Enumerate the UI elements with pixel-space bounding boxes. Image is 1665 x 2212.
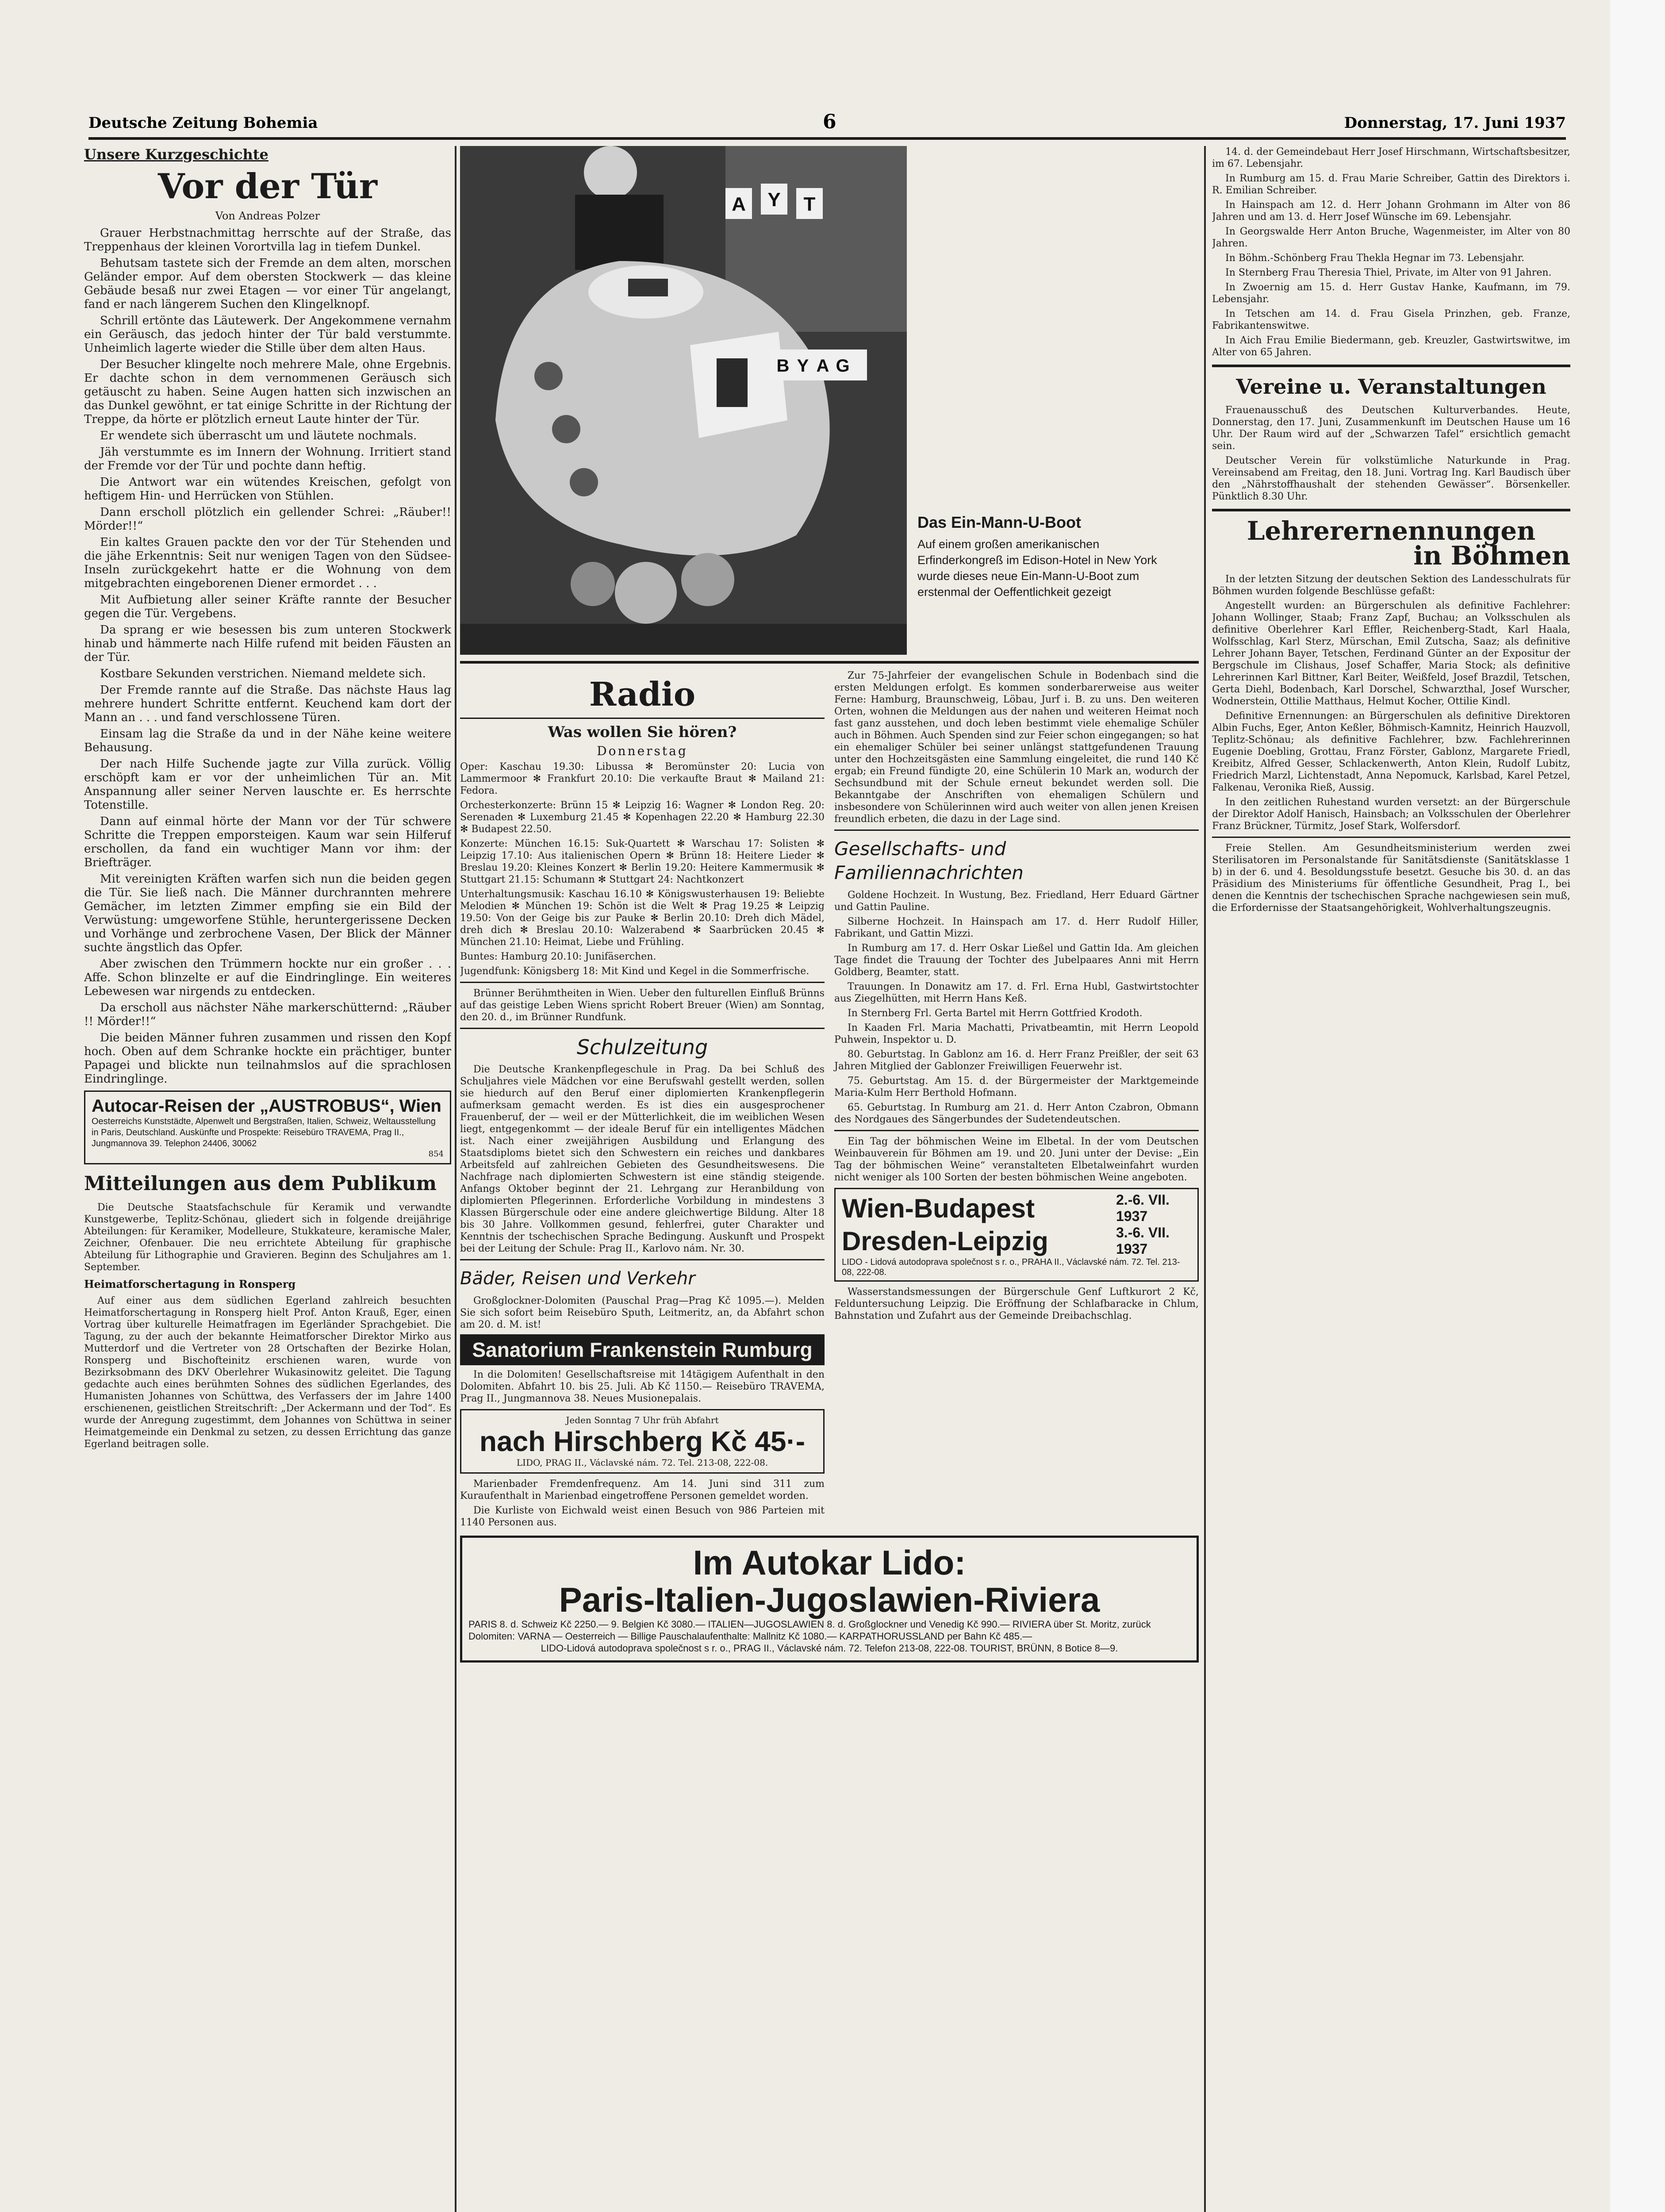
story-paragraph: Ein kaltes Grauen packte den vor der Tür Stehenden und die jähe Erkenntnis: Seit nur wenigen Tagen von den Südsee-Inseln zurückgekehrt hatte er die Wohnung von dem mitgebrachten eingeborenen Diener ermordet . . . [84,536,451,590]
school-text: Die Deutsche Krankenpflegeschule in Prag. Da bei Schluß des Schuljahres viele Mädchen vor eine Berufswahl gestellt werden, sollen sie hiedurch auf den Beruf einer diplomierten Krankenpflegerin aufmerksam gemacht werden. Es ist dies ein ausgesprochener Frauenberuf, der — weil er der Mütterlichkeit, die im weiblichen Wesen liegt, entgegenkommt — der ideale Beruf für ein intelligentes Mädchen ist. Nach einer zweijährigen Ausbildung und Erlangung des Staatsdiploms bietet sich den Schwestern ein reiches und dankbares Arbeitsfeld auf zahlreichen Gebieten des Gesundheitswesens. Die Nachfrage nach diplomierten Schwestern ist eine ständig steigende. Anfangs Oktober beginnt der 21. Lehrgang zur Heranbildung von diplomierten Pflegerinnen. Erforderliche Vorbildung in mindestens 3 Klassen Bürgerschule oder eine andere gleichwertige Bildung. Alter 18 bis 30 Jahre. Vollkommen gesund, fehlerfrei, guter Charakter und Kenntnis der tschechischen Sprache Bedingung. Auskunft und Prospekt bei der Leitung der Schule: Prag II., Karlovo nám. Nr. 30. [460,1064,825,1254]
radio-heading: Radio [589,676,696,714]
public-item: Die Deutsche Staatsfachschule für Keramik und verwandte Kunstgewerbe, Teplitz-Schönau, gliedert sich in folgende dreijährige Abteilungen: für Keramiker, Modelleure, Stukkateure, keramische Maler, Zeichner, Ofenbauer. Die neu errichtete Abteilung für graphische Abteilung für Lithographie und Gravieren. Beginn des Schuljahres am 1. September. [84,1202,451,1273]
ad-austrobus [84,1091,451,1164]
weather-note: Wasserstandsmessungen der Bürgerschule Genf Luftkurort 2 Kč, Felduntersuchung Leipzig. Die Eröffnung der Schlafbaracke in Chlum, Bahnstation und Zufahrt aus der Gemeinde Dreibachschlag. [834,1286,1199,1321]
story-paragraph: Mit vereinigten Kräften warfen sich nun die beiden gegen die Tür. Sie ließ nach. Die Männer durchrannten mehrere Gemächer, im letzten Zimmer empfing sie ein Bild der Verwüstung: umgeworfene Stühle, heruntergerissene Decken und Vorhänge und zerbrochene Vasen, Der Blick der Männer suchte ängstlich das Opfer. [84,872,451,954]
divider [834,1130,1199,1131]
divider [460,661,1199,664]
family-item: In Kaaden Frl. Maria Machatti, Privatbeamtin, mit Herrn Leopold Puhwein, Inspektor u. D. [834,1022,1199,1045]
radio-entry: Konzerte: München 16.15: Suk-Quartett ✻ Warschau 17: Solisten ✻ Leipzig 17.10: Aus italienischen Opern ✻ Brünn 18: Heitere Lieder ✻ Breslau 19.20: Kleines Konzert ✻ Berlin 19.20: Heitere Kammermusik ✻ Stuttgart 21.15: Schumann ✻ Stuttgart 24: Nachtkonzert [460,838,825,885]
travel-item: Marienbader Fremdenfrequenz. Am 14. Juni sind 311 zum Kuraufenthalt in Marienbad eingetroffene Personen gemeldet worden. [460,1479,825,1502]
death-notice: 14. d. der Gemeindebaut Herr Josef Hirschmann, Wirtschaftsbesitzer, im 67. Lebensjahr. [1212,146,1570,169]
ad-text: Oesterreichs Kunststädte, Alpenwelt und Bergstraßen, Italien, Schweiz, Weltausstellung in Paris, Deutschland. Auskünfte und Prospekte: Reisebüro TRAVEMA, Prag II., Jungmannova 39. Telephon 24406, 30062 [92,1117,436,1148]
caption-text: Auf einem großen amerikanischen Erfinderkongreß im Edison-Hotel in New York wurde dieses neue Ein-Mann-U-Boot zum erstenmal der Oeffentlichkeit gezeigt [917,538,1157,599]
death-notice: In Hainspach am 12. d. Herr Johann Grohmann im Alter von 86 Jahren und am 13. d. Herr Josef Wünsche im 69. Lebensjahr. [1212,200,1570,223]
ad-line2: Dresden-Leipzig [842,1226,1048,1256]
story-paragraph: Kostbare Sekunden verstrichen. Niemand meldete sich. [100,667,426,680]
ad-line1: Wien-Budapest [842,1193,1035,1223]
column-rule [1204,146,1206,2212]
sign-letter: A [816,356,829,376]
sign-letter: G [836,356,850,376]
ad-hirschberg-top: Jeden Sonntag 7 Uhr früh Abfahrt [566,1415,719,1425]
family-item: 75. Geburtstag. Am 15. d. der Bürgermeister der Marktgemeinde Maria-Kulm Herr Berthold Hofmann. [834,1075,1199,1098]
divider [1212,837,1570,838]
ad-lido-footer: LIDO-Lidová autodoprava společnost s r. o., PRAG II., Václavské nám. 72. Telefon 213-08, 222-08. TOURIST, BRÜNN, 8 Botice 8—9. [541,1643,1118,1654]
family-item: Goldene Hochzeit. In Wustung, Bez. Friedland, Herr Eduard Gärtner und Gattin Pauline. [834,890,1199,913]
family-item: 80. Geburtstag. In Gablonz am 16. d. Herr Franz Preißler, der seit 63 Jahren Mitglied der Gablonzer Freiwilligen Feuerwehr ist. [834,1049,1199,1072]
ad-dates1: 2.-6. VII. 1937 [1116,1192,1170,1224]
travel-heading: Bäder, Reisen und Verkehr [460,1268,695,1289]
ad-hirschberg [460,1409,825,1474]
death-notices [1212,146,1570,358]
divider [460,1259,825,1260]
radio-entry: Jugendfunk: Königsberg 18: Mit Kind und Kegel in die Sommerfrische. [460,966,809,977]
radio-note: Brünner Berühmtheiten in Wien. Ueber den fulturellen Einfluß Brünns auf das geistige Leben Wiens spricht Robert Breuer (Wien) am Sonntag, den 20. d., im Brünner Rundfunk. [460,988,825,1023]
death-notice: In Rumburg am 15. d. Frau Marie Schreiber, Gattin des Direktors i. R. Emilian Schreiber. [1212,173,1570,196]
ad-title: Autocar-Reisen der „AUSTROBUS“, Wien [92,1096,441,1116]
story-paragraph: Behutsam tastete sich der Fremde an dem alten, morschen Geländer empor. Auf dem obersten Stockwerk — das kleine Gebäude besaß nur zwei Etagen — vor einer Tür angelangt, fand er nach längerem Suchen den Klingelknopf. [84,257,451,311]
sign-letter: Y [767,189,781,211]
school-heading: Schulzeitung [576,1035,708,1059]
divider [1212,365,1570,367]
public-heading: Mitteilungen aus dem Publikum [84,1172,437,1195]
teachers-paragraph: Definitive Ernennungen: an Bürgerschulen als definitive Direktoren Albin Fuchs, Eger, Anton Keßler, Böhmisch-Kamnitz, Heinrich Hauzvoll, Teplitz-Schönau; als definitive Fachlehrer, bzw. Fachlehrerinnen Eugenie Doebling, Grottau, Franz Förster, Gablonz, Margarete Friedl, Kreibitz, Alfred Gesser, Schlackenwerth, Anton Klein, Rudolf Lubitz, Friedrich Marzl, Lichtenstadt, Anna Nepomuck, Karlsbad, Karel Petzel, Falkenau, Veronika Rieß, Aussig. [1212,710,1570,793]
newspaper-name: Deutsche Zeitung Bohemia [88,114,318,132]
radio-entry: Oper: Kaschau 19.30: Libussa ✻ Beromünster 20: Lucia von Lammermoor ✻ Frankfurt 20.10: Die verkaufte Braut ✻ Mailand 21: Fedora. [460,761,825,796]
vereine-heading: Vereine u. Veranstaltungen [1236,375,1546,399]
page-header [88,111,1566,140]
story-paragraph: Der nach Hilfe Suchende jagte zur Villa zurück. Völlig erschöpft kam er vor der unheimlichen Tür an. Mit Anspannung aller seiner Nerven lauschte er. Es herrschte Totenstille. [84,757,451,812]
story-paragraph: Dann auf einmal hörte der Mann vor der Tür schwere Schritte die Treppen emporsteigen. Kaum war sein Hilferuf erschollen, da fand ein wuchtiger Mann vor ihm: der Briefträger. [84,815,451,869]
story-paragraph: Der Besucher klingelte noch mehrere Male, ohne Ergebnis. Er dachte schon in dem vernommenen Geräusch sich getäuscht zu haben. Seine Augen hatten sich inzwischen an das Dunkel gewöhnt, er tat einige Schritte in der Richtung der Treppe, da hörte er plötzlich erneut Laute hinter der Tür. [84,358,451,426]
final-note: Freie Stellen. Am Gesundheitsministerium werden zwei Sterilisatoren im Personalstande für Sanitätsdienste (Sanitätsklasse 1 b) in der 6. und 4. Besoldungsstufe besetzt. Gesuche bis 30. d. an das Präsidium des Ministeriums für öffentliche Gesundheit, Prag I., bei denen die Kenntnis der tschechischen Sprache nachgewiesen sein muß, die Erfordernisse der Staatsangehörigkeit, Wohlverhaltungszeugnis. [1212,843,1570,914]
story-paragraph: Die Antwort war ein wütendes Kreischen, gefolgt von heftigem Hin- und Herrücken von Stühlen. [84,476,451,503]
ad-lido [460,1536,1199,1663]
caption-title: Das Ein-Mann-U-Boot [917,513,1081,531]
story-paragraph: Der Fremde rannte auf die Straße. Das nächste Haus lag mehrere hundert Schritte entfernt. Keuchend kam dort der Mann an . . . und fand verschlossene Türen. [84,684,451,724]
radio-school-column [460,670,825,1531]
ad-lido-title1: Im Autokar Lido: [693,1543,966,1582]
ad-hirschberg-sub: LIDO, PRAG II., Václavské nám. 72. Tel. 213-08, 222-08. [516,1457,768,1468]
sign-letter: T [803,193,816,215]
scan-margin [1610,0,1665,2212]
sign-letter: A [732,193,746,215]
teachers-paragraph: Angestellt wurden: an Bürgerschulen als definitive Fachlehrer: Johann Wollinger, Staab; Franz Zapf, Buchau; an Volksschulen als definitive Oberlehrer Karl Effler, Reichenberg-Stadt, Karl Haala, Wolfsschlag, Karl Sterz, Mürschan, Emil Zutscha, Saaz; als definitive Lehrer Johann Bayer, Tetschen, Ferdinand Günter an der Expositur der Bergschule im Clishaus, Josef Schaffer, Maria Stock; als definitive Lehrerinnen Karl Bittner, Karl Beiter, Weißfeld, Josef Brazdil, Tetschen, Gerta Diehl, Bodenbach, Karl Dorschel, Schwarzthal, Josef Wurscher, Wodnerstein, Ottilie Matthaus, Helmut Kocher, Ottilie Kindl. [1212,600,1570,707]
death-notice: In Zwoernig am 15. d. Herr Gustav Hanke, Kaufmann, im 79. Lebensjahr. [1212,282,1570,305]
story-paragraph: Da sprang er wie besessen bis zum unteren Stockwerk hinab und hämmerte nach Hilfe rufend mit beiden Fäusten an der Tür. [84,623,451,664]
family-item: 65. Geburtstag. In Rumburg am 21. d. Herr Anton Czabron, Obmann des Nordgaues des Sängerbundes der Sudetendeutschen. [834,1102,1199,1125]
story-body [84,227,451,1086]
vereine-item: Deutscher Verein für volkstümliche Naturkunde in Prag. Vereinsabend am Freitag, den 18. Juni. Vortrag Ing. Karl Baudisch über den „Nährstoffhaushalt der stehenden Gewässer“. Börsenkeller. Pünktlich 8.30 Uhr. [1212,455,1570,502]
ad-lido-title2: Paris-Italien-Jugoslawien-Riviera [559,1580,1100,1619]
issue-date: Donnerstag, 17. Juni 1937 [1344,114,1566,132]
death-notice: In Böhm.-Schönberg Frau Thekla Hegnar im 73. Lebensjahr. [1225,253,1525,264]
ad-hirschberg-title: nach Hirschberg Kč 45·- [479,1425,806,1457]
public-subheading: Heimatforschertagung in Ronsperg [84,1278,296,1290]
story-paragraph: Dann erscholl plötzlich ein gellender Schrei: „Räuber!! Mörder!!“ [84,506,451,533]
radio-entry: Unterhaltungsmusik: Kaschau 16.10 ✻ Königswusterhausen 19: Beliebte Melodien ✻ München 19: Schön ist die Welt ✻ Prag 19.25 ✻ Leipzig 19.50: Von der Geige bis zur Pauke ✻ Berlin 20.10: Dreh dich Mädel, dreh dich ✻ Breslau 20.10: Walzerabend ✻ Saarbrücken 20.45 ✻ München 21.10: Heimat, Liebe und Frühling. [460,889,825,948]
death-notice: In Tetschen am 14. d. Frau Gisela Prinzhen, geb. Franze, Fabrikantenswitwe. [1212,308,1570,331]
vereine-item: Frauenausschuß des Deutschen Kulturverbandes. Heute, Donnerstag, den 17. Juni, Zusammenkunft im Deutschen Hause um 16 Uhr. Der Raum wird auf der „Schwarzen Tafel“ ersichtlich gemacht sein. [1212,405,1570,452]
family-item: In Sternberg Frl. Gerta Bartel mit Herrn Gottfried Krodoth. [848,1008,1143,1019]
photo-submarine [460,146,907,655]
story-byline: Von Andreas Polzer [215,210,320,222]
death-notice: In Aich Frau Emilie Biedermann, geb. Kreuzler, Gastwirtswitwe, im Alter von 65 Jahren. [1212,335,1570,358]
radio-entry: Buntes: Hamburg 20.10: Junifäserchen. [460,951,656,962]
teachers-paragraph: In der letzten Sitzung der deutschen Sektion des Landesschulrats für Böhmen wurden folgende Beschlüsse gefaßt: [1212,574,1570,597]
teachers-heading: Lehrerernennungen [1247,516,1536,546]
photo-caption [917,146,1183,655]
divider [1212,509,1570,511]
family-item: In Rumburg am 17. d. Herr Oskar Ließel und Gattin Ida. Am gleichen Tage findet die Trauung der Tochter des Jubelpaares Anni mit Herrn Goldberg, Beamter, statt. [834,943,1199,978]
story-paragraph: Da erscholl aus nächster Nähe markerschütternd: „Räuber !! Mörder!!“ [84,1001,451,1028]
story-paragraph: Er wendete sich überrascht um und läutete nochmals. [100,429,417,442]
ad-wien-budapest [834,1188,1199,1282]
divider [460,718,825,719]
death-notice: In Georgswalde Herr Anton Bruche, Wagenmeister, im Alter von 80 Jahren. [1212,226,1570,249]
teachers-paragraph: In den zeitlichen Ruhestand wurden versetzt: an der Bürgerschule der Direktor Adolf Hanisch, Hainsbach; an Volksschulen der Oberlehrer Franz Brückner, Türmitz, Josef Stark, Wolfersdorf. [1212,797,1570,832]
public-item: Auf einer aus dem südlichen Egerland zahlreich besuchten Heimatforschertagung in Ronsperg hielt Prof. Anton Krauß, Eger, einen Vortrag über kulturelle Heimatfragen im Egerländer Sprachgebiet. Die Tagung, zu der auch der bekannte Heimatforscher Direktor Mirko aus Mutterdorf und die Vertreter von 28 Ortschaften der Bezirke Holan, Ronsperg und Bischofteinitz erschienen waren, wurde von Bezirksobmann des DKV Oberlehrer Wukasinowitz geleitet. Die Tagung gedachte auch eines berühmten Sohnes des südlichen Egerlandes, des Humanisten Johannes von Schüttwa, des Verfassers der im Jahre 1400 erschienenen, geistlichen Streitschrift: „Der Ackermann und der Tod“. Es wurde der Anregung zugestimmt, dem Johannes von Schüttwa in seiner Heimatgemeinde ein Denkmal zu setzen, zu dessen Errichtung das ganze Egerland beitragen solle. [84,1295,451,1450]
column-left [84,146,451,2212]
family-column [834,670,1199,1531]
radio-day: Donnerstag [597,744,688,758]
column-rule [455,146,457,2212]
story-kicker: Unsere Kurzgeschichte [84,146,269,163]
sign-letter: Y [797,356,809,376]
travel-item: Großglockner-Dolomiten (Pauschal Prag—Prag Kč 1095.—). Melden Sie sich sofort beim Reisebüro Sputh, Leitmeritz, an, da Abfahrt schon am 20. d. M. ist! [460,1295,825,1330]
ad-sanatorium: Sanatorium Frankenstein Rumburg [460,1334,825,1365]
travel-item: In die Dolomiten! Gesellschaftsreise mit 14tägigem Aufenthalt in den Dolomiten. Abfahrt 10. bis 25. Juli. Ab Kč 1150.— Reisebüro TRAVEMA, Prag II., Jungmannova 38. Neues Musionepalais. [460,1369,825,1404]
divider [834,830,1199,831]
family-item: Trauungen. In Donawitz am 17. d. Frl. Erna Hubl, Gastwirtstochter aus Ziegelhütten, mit Herrn Hans Keß. [834,981,1199,1004]
school-text-2: Zur 75-Jahrfeier der evangelischen Schule in Bodenbach sind die ersten Meldungen erfolgt. Es kommen sonderbarerweise aus weiter Ferne: Hamburg, Braunschweig, Löbau, Jurf i. B. zu uns. Den weiteren Orten, wohnen die Meldungen aus der nahen und weiteren Heimat noch fast ganz ausstehen, und doch leben bestimmt viele ehemalige Schüler auch in Böhmen. Auch Spenden sind zur Feier schon eingegangen; so hat ein ehemaliger Schüler bei seiner unlängst stattgefundenen Trauung unter den Hochzeitsgästen eine Sammlung eingeleitet, die rund 140 Kč ergab; ein Freund fündigte 20, eine Schülerin 10 Mark an, wodurch der Sechsundbund mit der Schule erneut bekundet werden soll. Die Bekanntgabe der Anschriften von ehemaligen Schülern und insbesondere von Schülerinnen wird auch weiter von allen jenen Kreisen freundlich erbeten, die dazu in der Lage sind. [834,670,1199,825]
teachers-heading-2: in Böhmen [1413,541,1570,571]
story-paragraph: Grauer Herbstnachmittag herrschte auf der Straße, das Treppenhaus der kleinen Vorortvilla lag in tiefem Dunkel. [84,227,451,253]
story-paragraph: Schrill ertönte das Läutewerk. Der Angekommene vernahm ein Geräusch, das jedoch hinter der Tür bald verstummte. Unheimlich lagerte wieder die Stille über dem alten Haus. [84,314,451,355]
story-paragraph: Aber zwischen den Trümmern hockte nur ein großer . . . Affe. Schon blinzelte er auf die Eindringlinge. Ein weiteres Lebewesen war nirgends zu entdecken. [84,957,451,998]
family-item: Silberne Hochzeit. In Hainspach am 17. d. Herr Rudolf Hiller, Fabrikant, und Gattin Mizzi. [834,916,1199,939]
story-paragraph: Mit Aufbietung aller seiner Kräfte rannte der Besucher gegen die Tür. Vergebens. [84,593,451,620]
page-number: 6 [823,111,836,133]
ad-number: 854 [428,1149,444,1159]
column-right [1212,146,1570,2212]
story-paragraph: Die beiden Männer fuhren zusammen und rissen den Kopf hoch. Oben auf dem Schranke hockte ein prächtiger, bunter Papagei und blickte nun teilnahmslos auf die sprachlosen Eindringlinge. [84,1031,451,1086]
divider [460,982,825,983]
story-title: Vor der Tür [158,166,377,207]
story-paragraph: Jäh verstummte es im Innern der Wohnung. Irritiert stand der Fremde vor der Tür und pochte dann heftig. [84,445,451,472]
teachers-body [1212,573,1570,832]
wine-note: Ein Tag der böhmischen Weine im Elbetal. In der vom Deutschen Weinbauverein für Böhmen am 19. und 20. Juni unter der Devise: „Ein Tag der böhmischen Weine“ veranstalteten Elbetalweinfahrt wurden nicht weniger als 100 Sorten der besten böhmischen Weine angeboten. [834,1136,1199,1183]
divider [460,1028,825,1029]
ad-sub: LIDO - Lidová autodoprava společnost s r. o., PRAHA II., Václavské nám. 72. Tel. 213-08, 222-08. [842,1257,1180,1277]
ad-lido-text: PARIS 8. d. Schweiz Kč 2250.— 9. Belgien Kč 3080.— ITALIEN—JUGOSLAWIEN 8. d. Großglockner und Venedig Kč 990.— RIVIERA über St. Moritz, zurück Dolomiten: VARNA — Oesterreich — Billige Pauschalaufenthalte: Mallnitz Kč 1080.— KARPATHORUSSLAND per Bahn Kč 485.— [468,1619,1151,1642]
radio-subheading: Was wollen Sie hören? [548,723,737,741]
column-middle [460,146,1199,2212]
radio-entry: Orchesterkonzerte: Brünn 15 ✻ Leipzig 16: Wagner ✻ London Reg. 20: Serenaden ✻ Luxemburg 21.45 ✻ Kopenhagen 22.20 ✻ Hamburg 22.30 ✻ Budapest 22.50. [460,800,825,835]
story-paragraph: Einsam lag die Straße da und in der Nähe keine weitere Behausung. [84,727,451,754]
travel-item: Die Kurliste von Eichwald weist einen Besuch von 986 Parteien mit 1140 Personen aus. [460,1505,825,1528]
death-notice: In Sternberg Frau Theresia Thiel, Private, im Alter von 91 Jahren. [1225,267,1552,278]
ad-dates2: 3.-6. VII. 1937 [1116,1225,1170,1257]
sign-letter: B [776,356,790,376]
family-heading: Gesellschafts- und Familiennachrichten [834,838,1024,883]
